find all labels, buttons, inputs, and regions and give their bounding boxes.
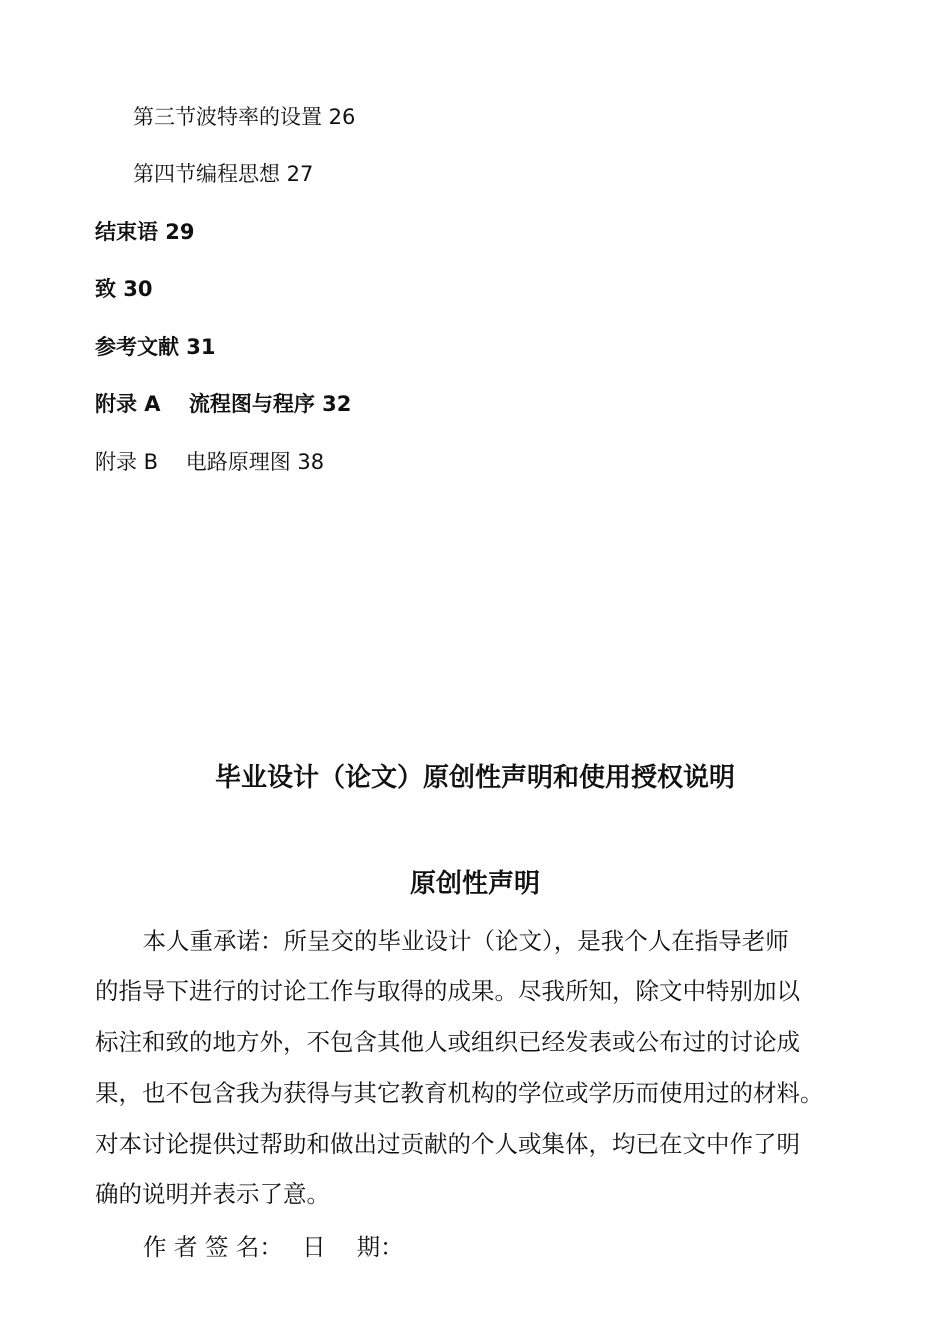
toc-entry-baud-rate: 第三节波特率的设置 26 [133,105,356,129]
author-signature-date-line: 作 者 签 名： 日 期： [143,1233,404,1261]
originality-subtitle: 原创性声明 [409,869,540,899]
declaration-line-2: 的指导下进行的讨论工作与取得的成果。尽我所知，除文中特别加以 [95,977,800,1005]
toc-entry-appendix-b: 附录 B 电路原理图 38 [95,450,325,474]
declaration-line-4: 果，也不包含我为获得与其它教育机构的学位或学历而使用过的材料。 [95,1079,824,1107]
declaration-line-3: 标注和致的地方外，不包含其他人或组织已经发表或公布过的讨论成 [95,1028,800,1056]
toc-entry-programming-idea: 第四节编程思想 27 [133,162,314,186]
toc-entry-conclusion: 结束语 29 [95,220,195,244]
declaration-line-6: 确的说明并表示了意。 [95,1180,330,1208]
declaration-title: 毕业设计（论文）原创性声明和使用授权说明 [214,763,735,793]
toc-entry-appendix-a: 附录 A 流程图与程序 32 [95,392,352,416]
declaration-line-5: 对本讨论提供过帮助和做出过贡献的个人或集体，均已在文中作了明 [95,1130,800,1158]
toc-entry-references: 参考文献 31 [95,335,216,359]
toc-entry-acknowledgement: 致 30 [95,277,153,301]
declaration-line-1: 本人重承诺：所呈交的毕业设计（论文），是我个人在指导老师 [119,927,789,955]
